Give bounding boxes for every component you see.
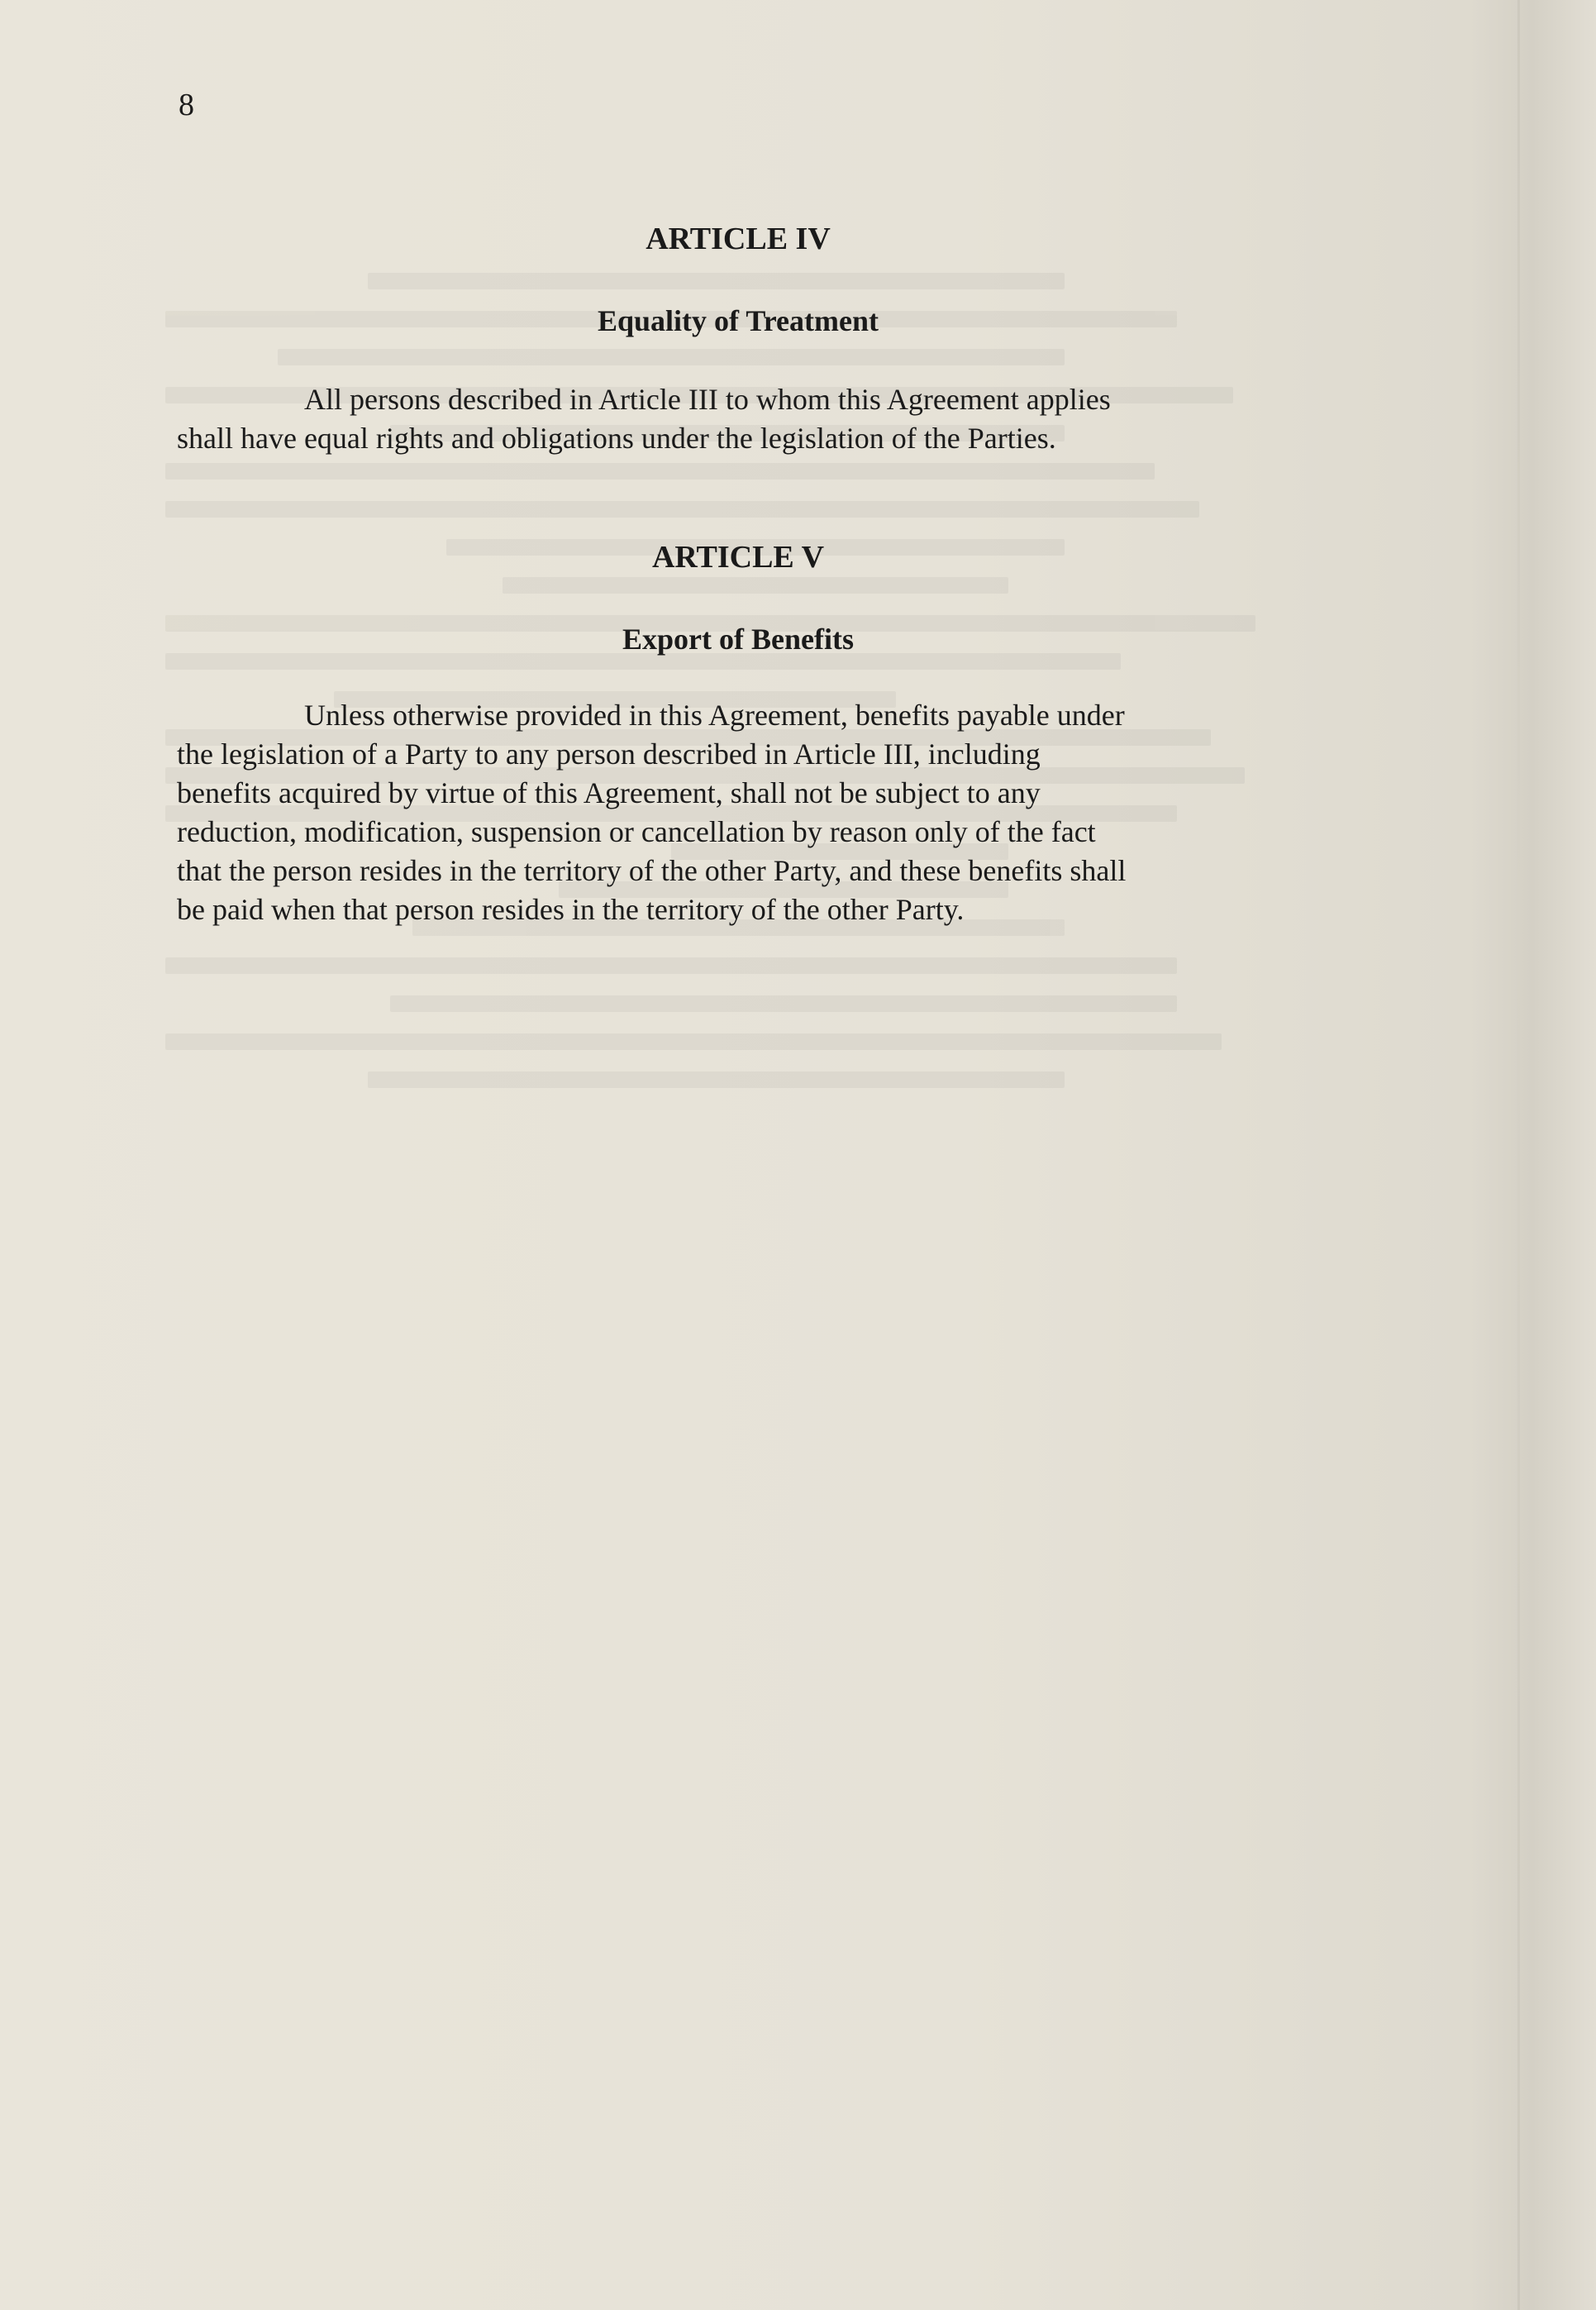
article-5-line: that the person resides in the territory of the other Party, and these benefits shall	[177, 854, 1127, 887]
article-4-line: All persons described in Article III to whom this Agreement applies	[304, 383, 1111, 416]
article-5-subtitle: Export of Benefits	[622, 623, 854, 656]
article-5-body	[177, 696, 1293, 929]
page-number: 8	[179, 88, 194, 122]
article-5-line: benefits acquired by virtue of this Agreement, shall not be subject to any	[177, 776, 1041, 809]
article-5-line: the legislation of a Party to any person described in Article III, including	[177, 737, 1041, 771]
page-fold-edge	[1517, 0, 1520, 2310]
article-5-line: Unless otherwise provided in this Agreement, benefits payable under	[304, 699, 1125, 732]
article-4-subtitle: Equality of Treatment	[598, 304, 879, 337]
article-5-line: reduction, modification, suspension or cancellation by reason only of the fact	[177, 815, 1096, 848]
article-4-body	[177, 380, 1293, 458]
article-4-title: ARTICLE IV	[646, 222, 831, 256]
article-5-line: be paid when that person resides in the territory of the other Party.	[177, 893, 965, 926]
article-4-line: shall have equal rights and obligations under the legislation of the Parties.	[177, 422, 1056, 455]
article-5-title: ARTICLE V	[651, 540, 825, 575]
